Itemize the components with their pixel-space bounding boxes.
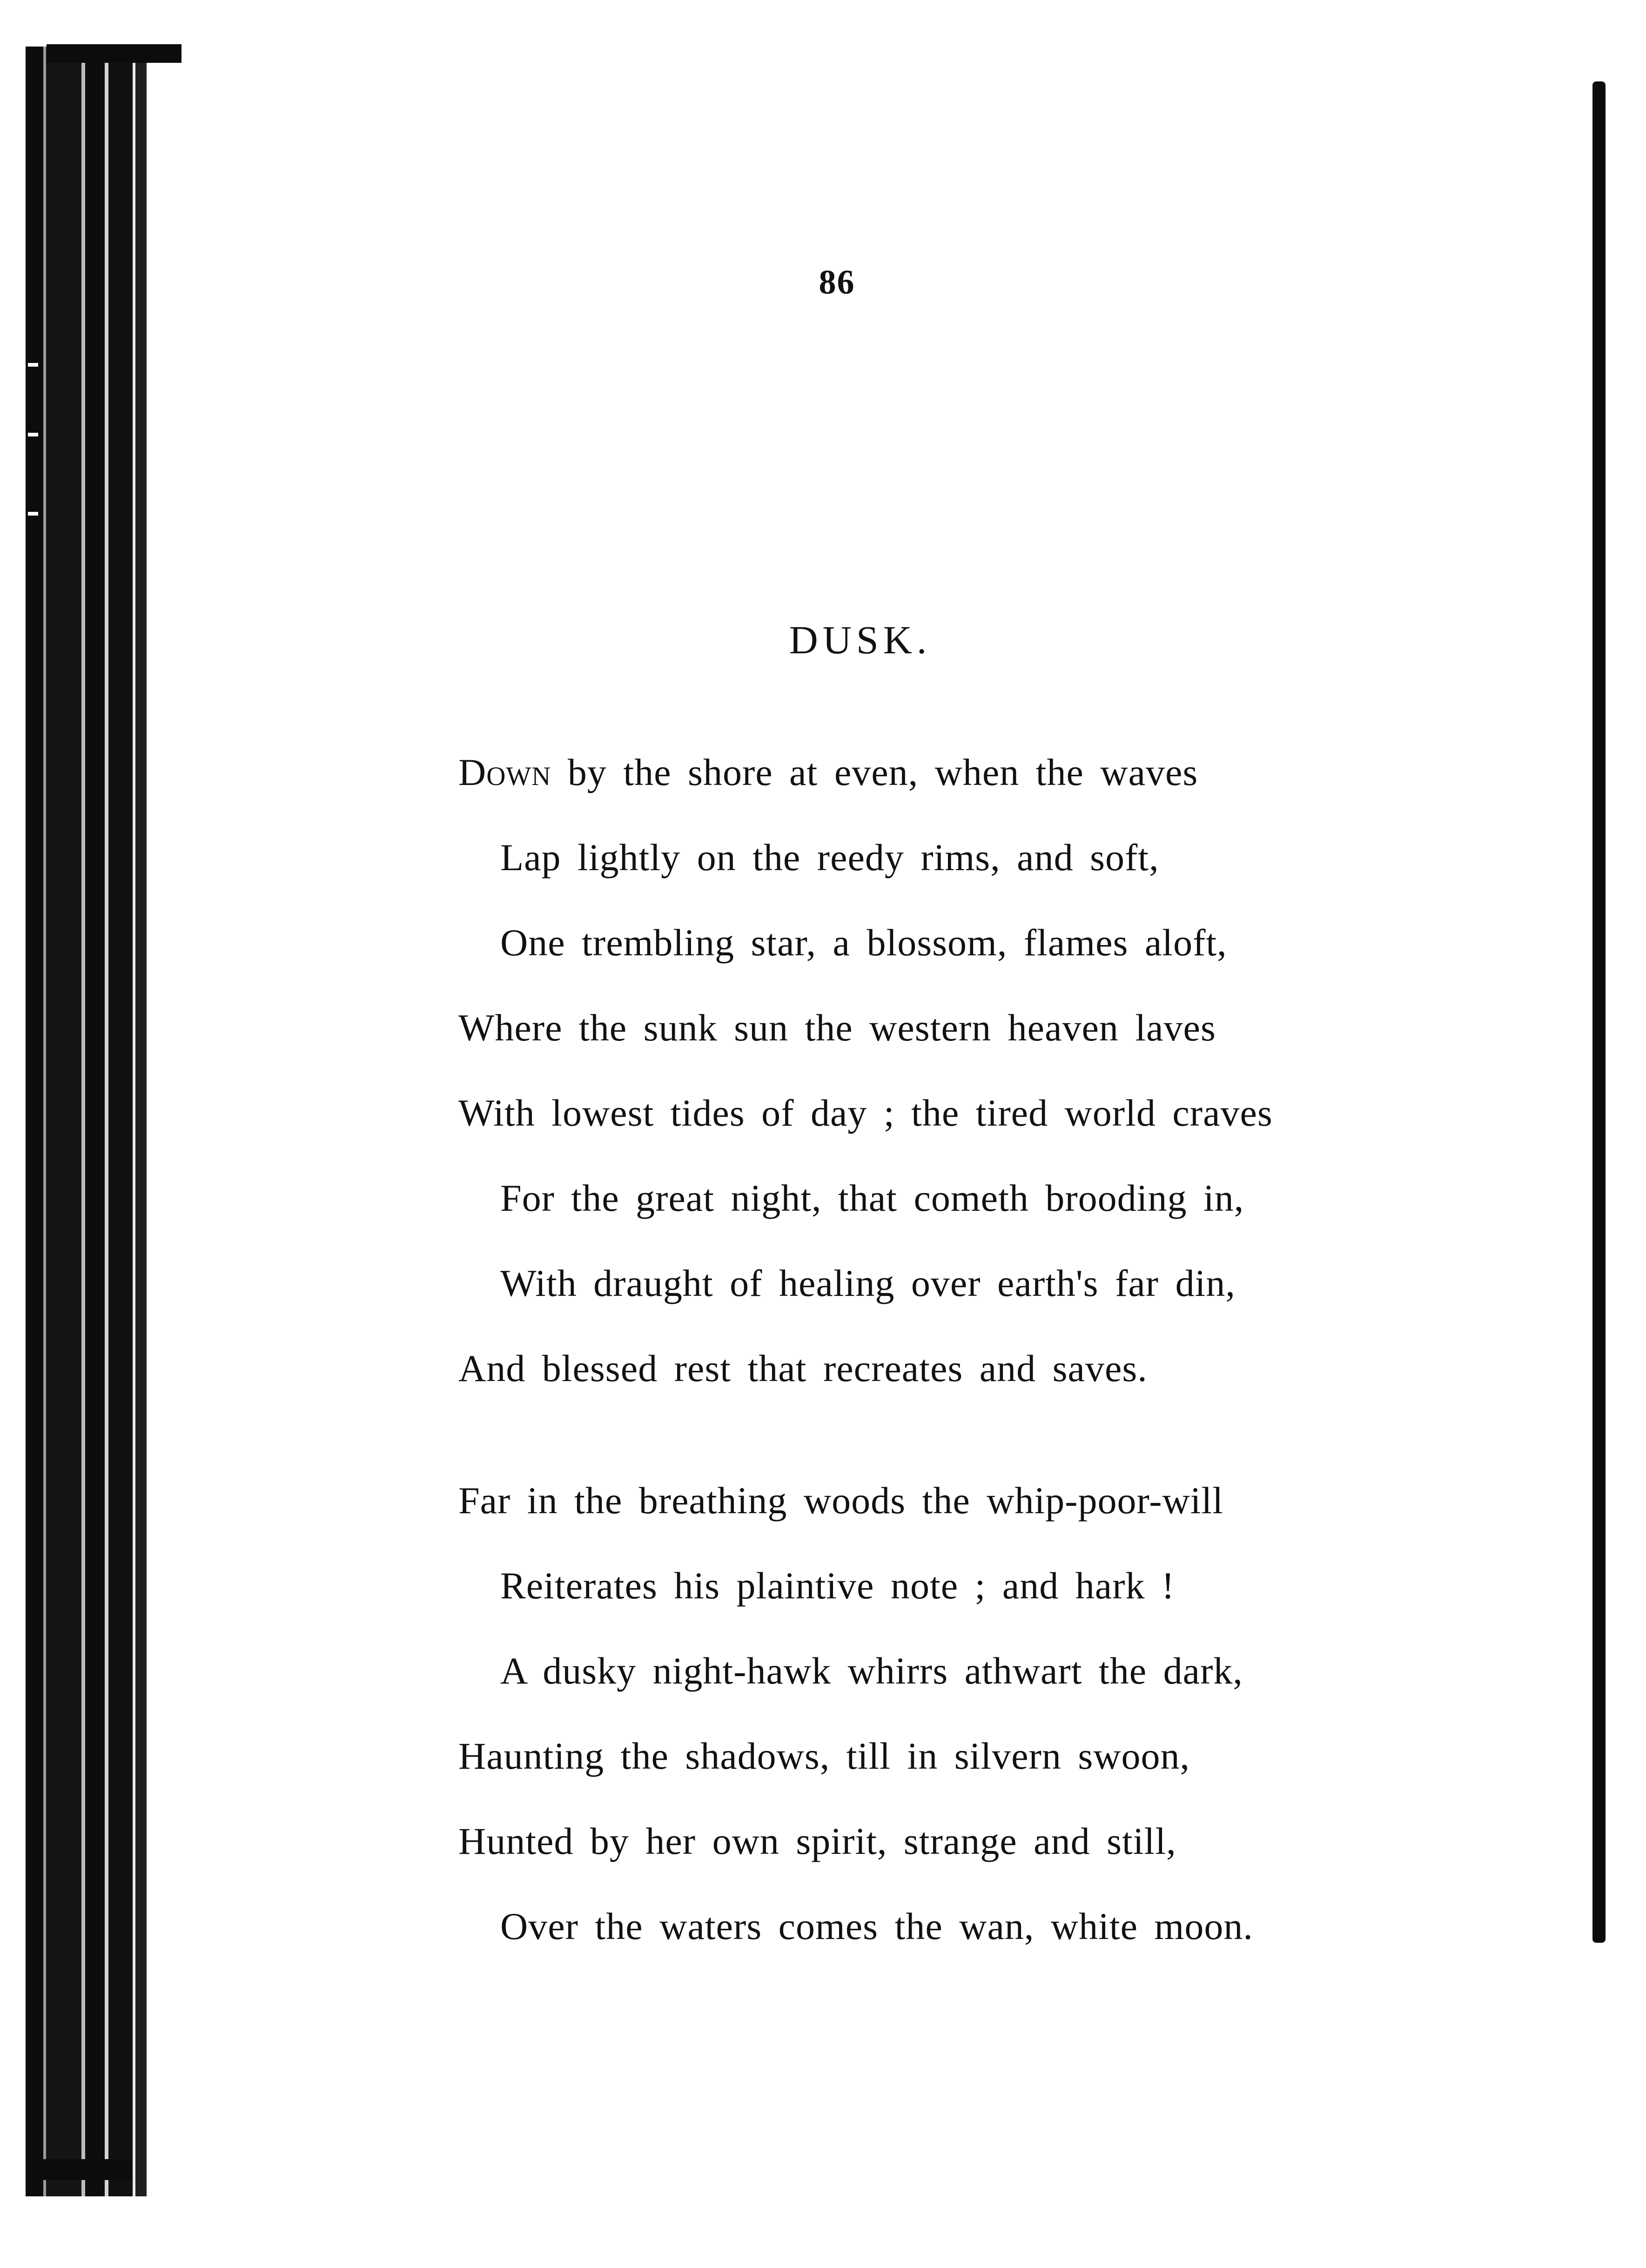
poem-line: Haunting the shadows, till in silvern swoon, xyxy=(458,1735,1190,1777)
first-word: Down xyxy=(458,751,551,793)
page-number: 86 xyxy=(819,263,855,302)
binding-top-shadow xyxy=(47,44,181,63)
scan-mark xyxy=(28,512,38,516)
poem-line xyxy=(458,749,1273,834)
poem-line: Far in the breathing woods the whip-poor-will xyxy=(458,1479,1224,1522)
stanza-2 xyxy=(458,1477,1253,1988)
poem-line: Hunted by her own spirit, strange and still, xyxy=(458,1820,1176,1862)
scan-mark xyxy=(28,363,38,367)
poem-line: Reiterates his plaintive note ; and hark ! xyxy=(500,1564,1175,1607)
binding-edge-shadow xyxy=(26,47,147,2196)
binding-bottom-shadow xyxy=(26,2159,133,2180)
scan-mark xyxy=(28,433,38,436)
poem-line: Lap lightly on the reedy rims, and soft, xyxy=(500,836,1159,879)
poem-line: A dusky night-hawk whirrs athwart the dark, xyxy=(500,1650,1243,1692)
poem-line: Where the sunk sun the western heaven laves xyxy=(458,1007,1216,1049)
poem-line: One trembling star, a blossom, flames aloft, xyxy=(500,921,1227,964)
poem-title: DUSK. xyxy=(789,617,932,662)
poem-line: For the great night, that cometh brooding in, xyxy=(500,1177,1244,1219)
poem-line: And blessed rest that recreates and saves. xyxy=(458,1347,1148,1389)
poem-line: With draught of healing over earth's far din, xyxy=(500,1262,1236,1304)
right-edge-shadow xyxy=(1592,81,1606,1943)
poem-line: With lowest tides of day ; the tired world craves xyxy=(458,1092,1273,1134)
stanza-1 xyxy=(458,749,1273,1430)
line-rest: by the shore at even, when the waves xyxy=(551,751,1198,793)
poem-line: Over the waters comes the wan, white moon. xyxy=(500,1905,1253,1947)
